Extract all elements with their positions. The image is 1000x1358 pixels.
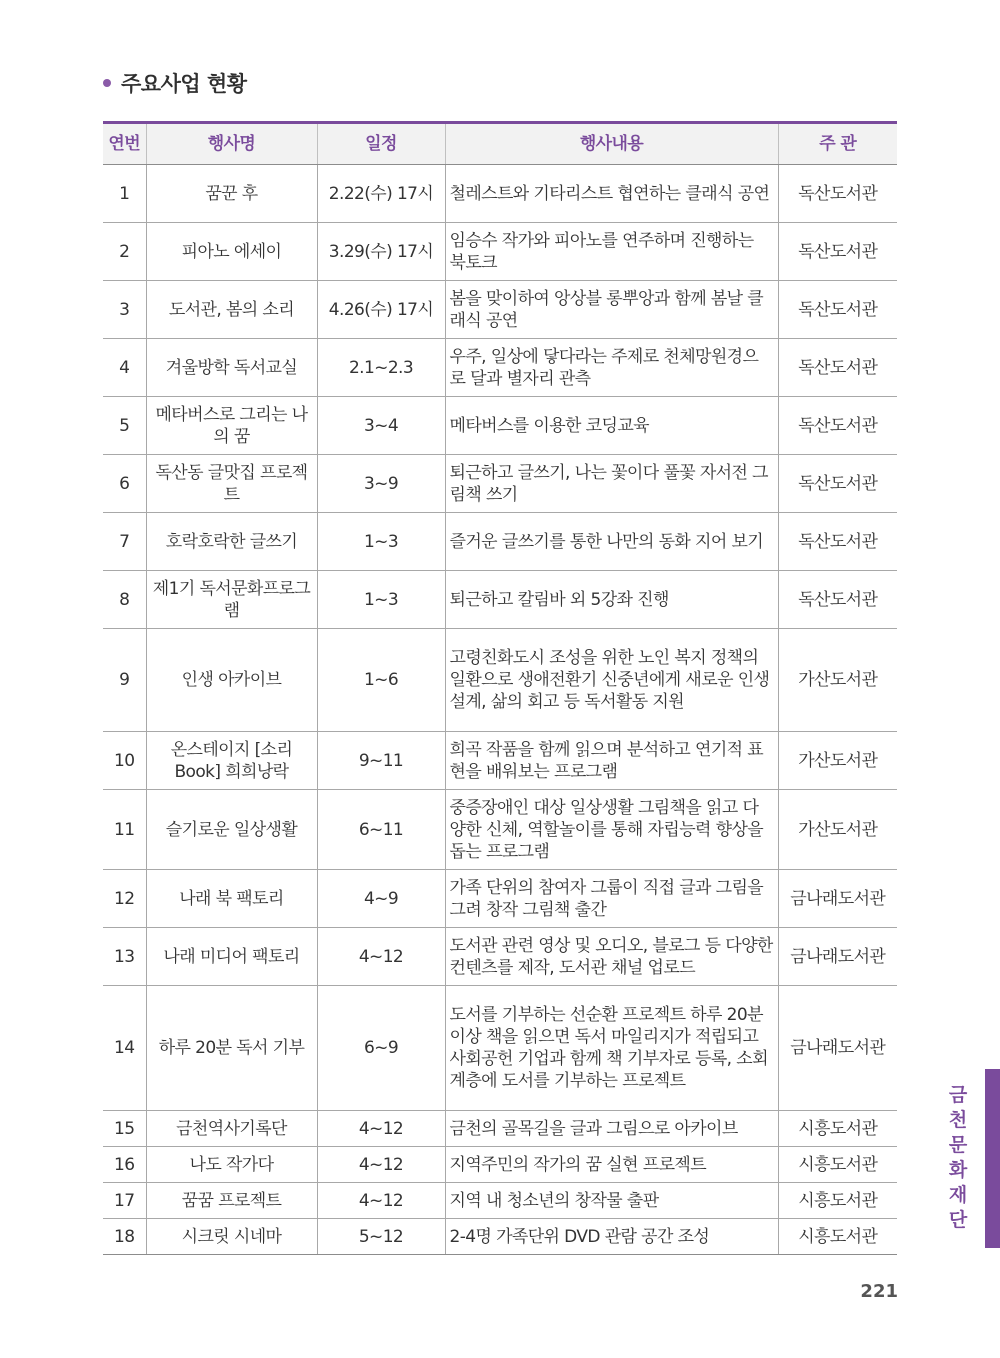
cell-name: 금천역사기록단: [146, 1111, 317, 1147]
cell-name: 시크릿 시네마: [146, 1219, 317, 1255]
cell-no: 5: [103, 397, 146, 455]
cell-desc: 희곡 작품을 함께 읽으며 분석하고 연기적 표현을 배워보는 프로그램: [445, 732, 778, 790]
cell-name: 도서관, 봄의 소리: [146, 281, 317, 339]
cell-date: 2.22(수) 17시: [317, 165, 445, 223]
cell-name: 인생 아카이브: [146, 629, 317, 732]
cell-date: 1~6: [317, 629, 445, 732]
cell-desc: 즐거운 글쓰기를 통한 나만의 동화 지어 보기: [445, 513, 778, 571]
bullet-icon: [103, 79, 111, 87]
table-row: [103, 165, 897, 223]
cell-host: 시흥도서관: [778, 1147, 897, 1183]
cell-date: 3~4: [317, 397, 445, 455]
cell-date: 4~12: [317, 1147, 445, 1183]
cell-no: 6: [103, 455, 146, 513]
header-host: 주 관: [778, 123, 897, 165]
cell-host: 가산도서관: [778, 790, 897, 870]
cell-date: 6~9: [317, 986, 445, 1111]
table-row: [103, 397, 897, 455]
cell-desc: 우주, 일상에 닿다라는 주제로 천체망원경으로 달과 별자리 관측: [445, 339, 778, 397]
cell-name: 독산동 글맛집 프로젝트: [146, 455, 317, 513]
cell-desc: 메타버스를 이용한 코딩교육: [445, 397, 778, 455]
cell-date: 2.1~2.3: [317, 339, 445, 397]
cell-date: 4.26(수) 17시: [317, 281, 445, 339]
cell-no: 4: [103, 339, 146, 397]
table-row: [103, 339, 897, 397]
cell-name: 꿈꿈 프로젝트: [146, 1183, 317, 1219]
cell-host: 독산도서관: [778, 281, 897, 339]
table-row: [103, 928, 897, 986]
cell-host: 시흥도서관: [778, 1183, 897, 1219]
cell-date: 3.29(수) 17시: [317, 223, 445, 281]
cell-desc: 퇴근하고 글쓰기, 나는 꽃이다 풀꽃 자서전 그림책 쓰기: [445, 455, 778, 513]
cell-host: 독산도서관: [778, 339, 897, 397]
cell-desc: 봄을 맞이하여 앙상블 롱뿌앙과 함께 봄날 클래식 공연: [445, 281, 778, 339]
cell-no: 10: [103, 732, 146, 790]
cell-host: 금나래도서관: [778, 928, 897, 986]
table-row: [103, 1183, 897, 1219]
cell-host: 가산도서관: [778, 732, 897, 790]
table-row: [103, 513, 897, 571]
cell-name: 하루 20분 독서 기부: [146, 986, 317, 1111]
cell-no: 18: [103, 1219, 146, 1255]
cell-desc: 퇴근하고 칼림바 외 5강좌 진행: [445, 571, 778, 629]
table-row: [103, 629, 897, 732]
cell-host: 금나래도서관: [778, 870, 897, 928]
cell-date: 4~9: [317, 870, 445, 928]
cell-name: 겨울방학 독서교실: [146, 339, 317, 397]
cell-no: 1: [103, 165, 146, 223]
cell-no: 15: [103, 1111, 146, 1147]
cell-desc: 철레스트와 기타리스트 협연하는 클래식 공연: [445, 165, 778, 223]
cell-host: 독산도서관: [778, 165, 897, 223]
header-name: 행사명: [146, 123, 317, 165]
cell-name: 피아노 에세이: [146, 223, 317, 281]
cell-no: 14: [103, 986, 146, 1111]
cell-desc: 지역 내 청소년의 창작물 출판: [445, 1183, 778, 1219]
table-row: [103, 571, 897, 629]
cell-no: 2: [103, 223, 146, 281]
cell-name: 나래 북 팩토리: [146, 870, 317, 928]
cell-host: 독산도서관: [778, 223, 897, 281]
table-row: [103, 223, 897, 281]
cell-no: 7: [103, 513, 146, 571]
section-title: [103, 68, 247, 98]
cell-desc: 임승수 작가와 피아노를 연주하며 진행하는 북토크: [445, 223, 778, 281]
cell-desc: 고령친화도시 조성을 위한 노인 복지 정책의 일환으로 생애전환기 신중년에게 새로운 인생설계, 삶의 회고 등 독서활동 지원: [445, 629, 778, 732]
cell-host: 독산도서관: [778, 571, 897, 629]
cell-host: 독산도서관: [778, 397, 897, 455]
table-header-row: [103, 123, 897, 165]
side-tab-label: 금천문화재단: [948, 1084, 968, 1231]
table-row: [103, 790, 897, 870]
header-date: 일정: [317, 123, 445, 165]
cell-name: 꿈꾼 후: [146, 165, 317, 223]
cell-date: 4~12: [317, 1111, 445, 1147]
table-row: [103, 1147, 897, 1183]
table-row: [103, 986, 897, 1111]
header-no: 연번: [103, 123, 146, 165]
header-desc: 행사내용: [445, 123, 778, 165]
cell-no: 11: [103, 790, 146, 870]
cell-host: 가산도서관: [778, 629, 897, 732]
cell-date: 4~12: [317, 928, 445, 986]
cell-no: 3: [103, 281, 146, 339]
cell-host: 독산도서관: [778, 455, 897, 513]
cell-no: 9: [103, 629, 146, 732]
table-row: [103, 1219, 897, 1255]
page-number: 221: [860, 1281, 898, 1302]
cell-desc: 2-4명 가족단위 DVD 관람 공간 조성: [445, 1219, 778, 1255]
cell-host: 금나래도서관: [778, 986, 897, 1111]
cell-no: 13: [103, 928, 146, 986]
cell-date: 5~12: [317, 1219, 445, 1255]
cell-desc: 금천의 골목길을 글과 그림으로 아카이브: [445, 1111, 778, 1147]
table-row: [103, 870, 897, 928]
cell-name: 온스테이지 [소리 Book] 희희낭락: [146, 732, 317, 790]
cell-desc: 지역주민의 작가의 꿈 실현 프로젝트: [445, 1147, 778, 1183]
cell-name: 슬기로운 일상생활: [146, 790, 317, 870]
cell-desc: 도서관 관련 영상 및 오디오, 블로그 등 다양한 컨텐츠를 제작, 도서관 채널 업로드: [445, 928, 778, 986]
table-row: [103, 1111, 897, 1147]
cell-name: 제1기 독서문화프로그램: [146, 571, 317, 629]
cell-no: 8: [103, 571, 146, 629]
cell-host: 시흥도서관: [778, 1111, 897, 1147]
cell-no: 16: [103, 1147, 146, 1183]
cell-host: 시흥도서관: [778, 1219, 897, 1255]
events-table: [103, 121, 897, 1255]
cell-host: 독산도서관: [778, 513, 897, 571]
table-row: [103, 281, 897, 339]
cell-date: 6~11: [317, 790, 445, 870]
cell-name: 호락호락한 글쓰기: [146, 513, 317, 571]
cell-desc: 도서를 기부하는 선순환 프로젝트 하루 20분 이상 책을 읽으면 독서 마일리지가 적립되고 사회공헌 기업과 함께 책 기부자로 등록, 소회계층에 도서를 기부하는 프로젝트: [445, 986, 778, 1111]
section-title-text: 주요사업 현황: [121, 72, 247, 96]
cell-date: 4~12: [317, 1183, 445, 1219]
side-tab-marker: [985, 1069, 1000, 1248]
cell-no: 17: [103, 1183, 146, 1219]
cell-date: 1~3: [317, 571, 445, 629]
cell-name: 메타버스로 그리는 나의 꿈: [146, 397, 317, 455]
cell-name: 나도 작가다: [146, 1147, 317, 1183]
cell-name: 나래 미디어 팩토리: [146, 928, 317, 986]
table-row: [103, 732, 897, 790]
cell-date: 3~9: [317, 455, 445, 513]
cell-date: 9~11: [317, 732, 445, 790]
cell-desc: 중증장애인 대상 일상생활 그림책을 읽고 다양한 신체, 역할놀이를 통해 자립능력 향상을 돕는 프로그램: [445, 790, 778, 870]
cell-desc: 가족 단위의 참여자 그룹이 직접 글과 그림을 그려 창작 그림책 출간: [445, 870, 778, 928]
table-row: [103, 455, 897, 513]
cell-date: 1~3: [317, 513, 445, 571]
cell-no: 12: [103, 870, 146, 928]
